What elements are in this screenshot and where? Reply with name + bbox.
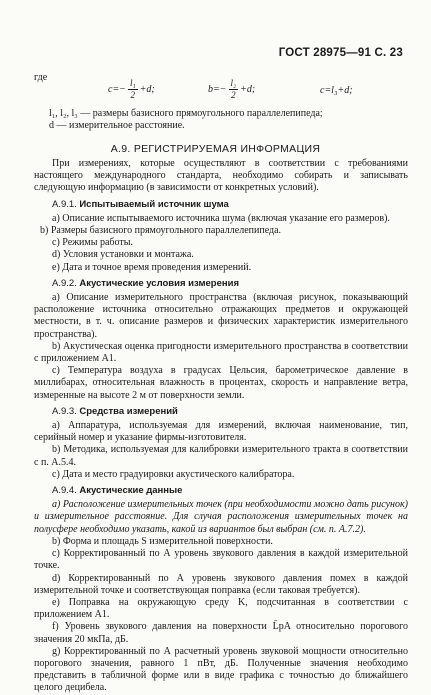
list-item: d) Условия установки и монтажа. [52, 249, 194, 261]
subsection-heading: А.9.3. Средства измерений [52, 405, 178, 417]
list-item: d) Корректированный по А уровень звукового давления помех в каждой измерительной точке и соответствующая поправка (если таковая требуется). [34, 572, 408, 596]
formula-b: b=− $\frac{\text{l₂}}{2}$ +d; [208, 78, 256, 100]
definition-l: l₁, l₂, l₃ — размеры базисного прямоугольного параллелепипеда; [49, 108, 323, 119]
list-item: с) Корректированный по А уровень звукового давления в каждой измерительной точке. [34, 548, 408, 572]
list-item: f) Уровень звукового давления на поверхности L̄pA относительно порогового значения 20 мкПа, дБ. [34, 621, 408, 645]
intro-paragraph: При измерениях, которые осуществляют в соответствии с требованиями настоящего международного стандарта, необходимо собирать и записывать следующую информацию (в зависимости от конкретных условий). [34, 158, 408, 194]
list-item: е) Поправка на окружающую среду K, подсчитанная в соответствии с приложением А1. [34, 596, 408, 621]
fraction-c: $\frac{\text{l₁}}{2}$ [129, 78, 136, 100]
formula-e: c=l₃+d; [320, 85, 353, 96]
list-item: b) Форма и площадь S измерительной поверхности. [52, 535, 273, 547]
list-item: а) Аппаратура, используемая для измерений, включая наименование, тип, серийный номер и указание фирмы-изготовителя. [34, 420, 408, 444]
list-item: е) Дата и точное время проведения измерений. [52, 261, 252, 273]
formula-c: c=− $\frac{\text{l₁}}{2}$ +d; [108, 78, 155, 100]
fraction-b: $\frac{\text{l₂}}{2}$ [230, 78, 237, 100]
document-body [34, 158, 408, 695]
subsection-heading: А.9.4. Акустические данные [52, 485, 183, 497]
definitions [49, 108, 323, 132]
where-label: где [34, 72, 48, 83]
section-title: А.9. РЕГИСТРИРУЕМАЯ ИНФОРМАЦИЯ [110, 143, 321, 155]
list-item: b) Размеры базисного прямоугольного параллелепипеда. [40, 225, 282, 237]
formula-row [108, 78, 408, 108]
subsection-heading: А.9.1. Испытываемый источник шума [52, 198, 229, 210]
subsection-heading: А.9.2. Акустические условия измерения [52, 277, 239, 289]
list-item: а) Расположение измерительных точек (при необходимости можно дать рисунок) и измерительное расстояние. Для случая расположения измерительных точек на полусфере необходимо указать, какой из вариантов был выбран (см. п. А.7.2). [34, 499, 408, 535]
list-item: с) Режимы работы. [52, 237, 133, 249]
list-item: g) Корректированный по А расчетный уровень звуковой мощности относительно порогового значения, равного 1 пВт, дБ. Полученные значения необходимо представить в табличной форме или в виде графика с точностью до ближайшего целого децибела. [34, 645, 408, 694]
list-item: b) Акустическая оценка пригодности измерительного пространства в соответствии с приложением А1. [34, 340, 408, 365]
list-item: а) Описание испытываемого источника шума (включая указание его размеров). [52, 212, 390, 224]
list-item: с) Дата и место градуировки акустического калибратора. [52, 468, 295, 480]
list-item: а) Описание измерительного пространства (включая рисунок, показывающий расположение источника относительно отражающих предметов и окружающей местности, в т. ч. описание размеров и физических характеристик измерительного пространства). [34, 292, 408, 340]
page-header: ГОСТ 28975—91 С. 23 [278, 47, 403, 59]
list-item: с) Температура воздуха в градусах Цельсия, барометрическое давление в миллибарах, относительная влажность в процентах, скорость и направление ветра, измеренные на высоте 2 м от поверхности земли. [34, 365, 408, 401]
list-item: b) Методика, используемая для калибровки измерительного тракта в соответствии с п. А.5.4. [34, 444, 408, 468]
definition-d: d — измерительное расстояние. [49, 120, 185, 131]
